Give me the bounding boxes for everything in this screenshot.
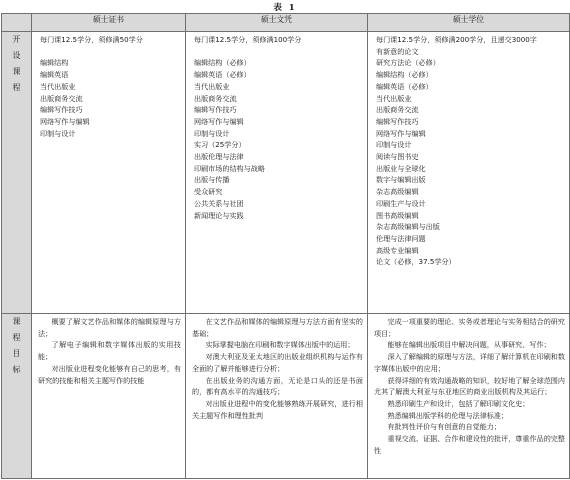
course-item: 编辑结构（必修） [194,58,251,68]
courses-label-char: 程 [12,83,21,92]
objective-item: 对出版业进程中的变化能够熟练开展研究，进行相关主题写作和理性批判 [192,398,363,420]
course-intro: 每门课12.5学分，须修满50学分 [40,35,143,44]
header-certificate: 硕士证书 [32,14,186,32]
courses-label-char: 课 [12,67,21,76]
objective-item: 对澳大利亚及亚太地区的出版业组织机构与运作有全面的了解并能够进行分析； [192,352,363,373]
objectives-row-label [2,314,32,479]
course-item: 出版商务交流 [194,93,237,103]
courses-degree-cell [368,32,570,314]
objective-item: 了解电子编辑和数字媒体出版的实用技能； [38,340,181,362]
course-item: 高级专业编辑 [376,245,419,255]
course-item: 受众研究 [194,187,223,197]
course-item: 编辑写作技巧 [40,105,83,115]
course-item: 印刷市场的结构与战略 [194,163,265,173]
course-item: 新闻理论与实践 [194,210,244,220]
course-item: 编辑写作技巧 [376,116,419,126]
course-item: 印制与设计 [376,140,412,150]
objectives-label-char: 课 [12,317,21,326]
objective-item: 在出版业务的沟通方面，无论是口头的还是书面的，都有高水平的沟通技巧； [192,375,363,397]
courses-label-char: 设 [12,51,21,60]
course-item: 杂志高级编辑与出版 [376,222,440,232]
objective-item: 实际掌握电脑在印刷和数字媒体出版中的运用； [205,340,355,350]
table-caption: 表 1 [273,3,297,13]
objective-item: 完成一项重要的理论、实务或者理论与实务相结合的研究项目； [374,317,565,338]
course-item: 编辑英语（必修） [194,70,251,80]
course-item: 图书高级编辑 [376,210,419,220]
course-item: 印制与设计 [194,128,230,138]
corner-cell [2,14,32,32]
objective-item: 熟悉印刷生产和设计，包括了解印刷文化史； [387,398,530,408]
course-item: 印制与设计 [40,128,76,138]
course-item: 网络写作与编辑 [194,116,244,126]
header-row [2,14,570,32]
courses-certificate-cell [32,32,186,314]
course-item: 伦理与法律问题 [376,233,426,243]
course-item: 编辑英语（必修） [376,81,433,91]
objective-item: 深入了解编辑的原理与方法，详细了解计算机在印刷和数字媒体出版中的应用； [374,352,565,373]
objective-item: 熟悉编辑出版学科的伦理与法律标准； [387,410,509,420]
courses-row [2,32,570,314]
course-item: 网络写作与编辑 [40,116,90,126]
objective-item: 对出版业进程变化能够有自己的思考，有研究的技能和相关主题写作的技能 [38,363,181,385]
objectives-label-char: 标 [12,365,21,374]
course-table [1,13,570,479]
course-item: 出版伦理与法律 [194,152,244,162]
course-item: 当代出版业 [40,81,76,91]
course-item: 研究方法论（必修） [376,58,440,68]
course-item: 论文（必修，37.5学分） [376,257,456,267]
course-item: 杂志高级编辑 [376,187,419,197]
objectives-diploma-cell [186,314,368,479]
course-item: 出版商务交流 [40,93,83,103]
course-intro: 每门课12.5学分，须修满100学分 [194,35,302,44]
objectives-label-char: 目 [12,349,21,358]
objectives-certificate-cell [32,314,186,479]
header-diploma: 硕士文凭 [186,14,368,32]
course-item: 编辑结构 [40,58,69,68]
objective-item: 有批判性评价与有创意的自觉能力； [387,422,501,432]
courses-label-char: 开 [12,35,21,44]
course-intro: 有新意的论文 [376,46,419,56]
course-item: 编辑英语 [40,70,69,80]
courses-diploma-cell [186,32,368,314]
course-item: 出版商务交流 [376,105,419,115]
course-intro: 每门课12.5学分，须修满200学分，且递交3000字 [376,35,537,44]
course-item: 印刷生产与设计 [376,198,426,208]
header-degree: 硕士学位 [368,14,570,32]
objectives-degree-cell [368,314,570,479]
course-item: 实习（25学分） [194,140,246,150]
objectives-row [2,314,570,479]
objective-item: 概要了解文艺作品和媒体的编辑原理与方法； [38,317,181,338]
objective-item: 能够在编辑出版项目中解决问题，从事研究、写作； [387,340,551,350]
course-item: 阅读与图书史 [376,152,419,162]
course-item: 编辑写作技巧 [194,105,237,115]
courses-row-label [2,32,32,314]
course-item: 公共关系与社团 [194,198,244,208]
objective-item: 获得详细的有效沟通战略的知识，较好地了解全球范围内尤其了解澳大利亚与东亚地区的商业出版机构及其运行； [374,375,565,397]
course-item: 出版与传播 [194,175,230,185]
objective-item: 在文艺作品和媒体的编辑原理与方法方面有坚实的基础； [192,317,363,338]
course-item: 网络写作与编辑 [376,128,426,138]
course-item: 当代出版业 [194,81,230,91]
course-item: 数字与编辑出版 [376,175,426,185]
course-item: 出版业与全球化 [376,163,426,173]
objective-item: 重视交流、证据、合作和建设性的批评，尊重作品的完整性 [374,434,565,455]
course-item: 编辑结构（必修） [376,70,433,80]
course-item: 当代出版业 [376,93,412,103]
objectives-label-char: 程 [12,333,21,342]
